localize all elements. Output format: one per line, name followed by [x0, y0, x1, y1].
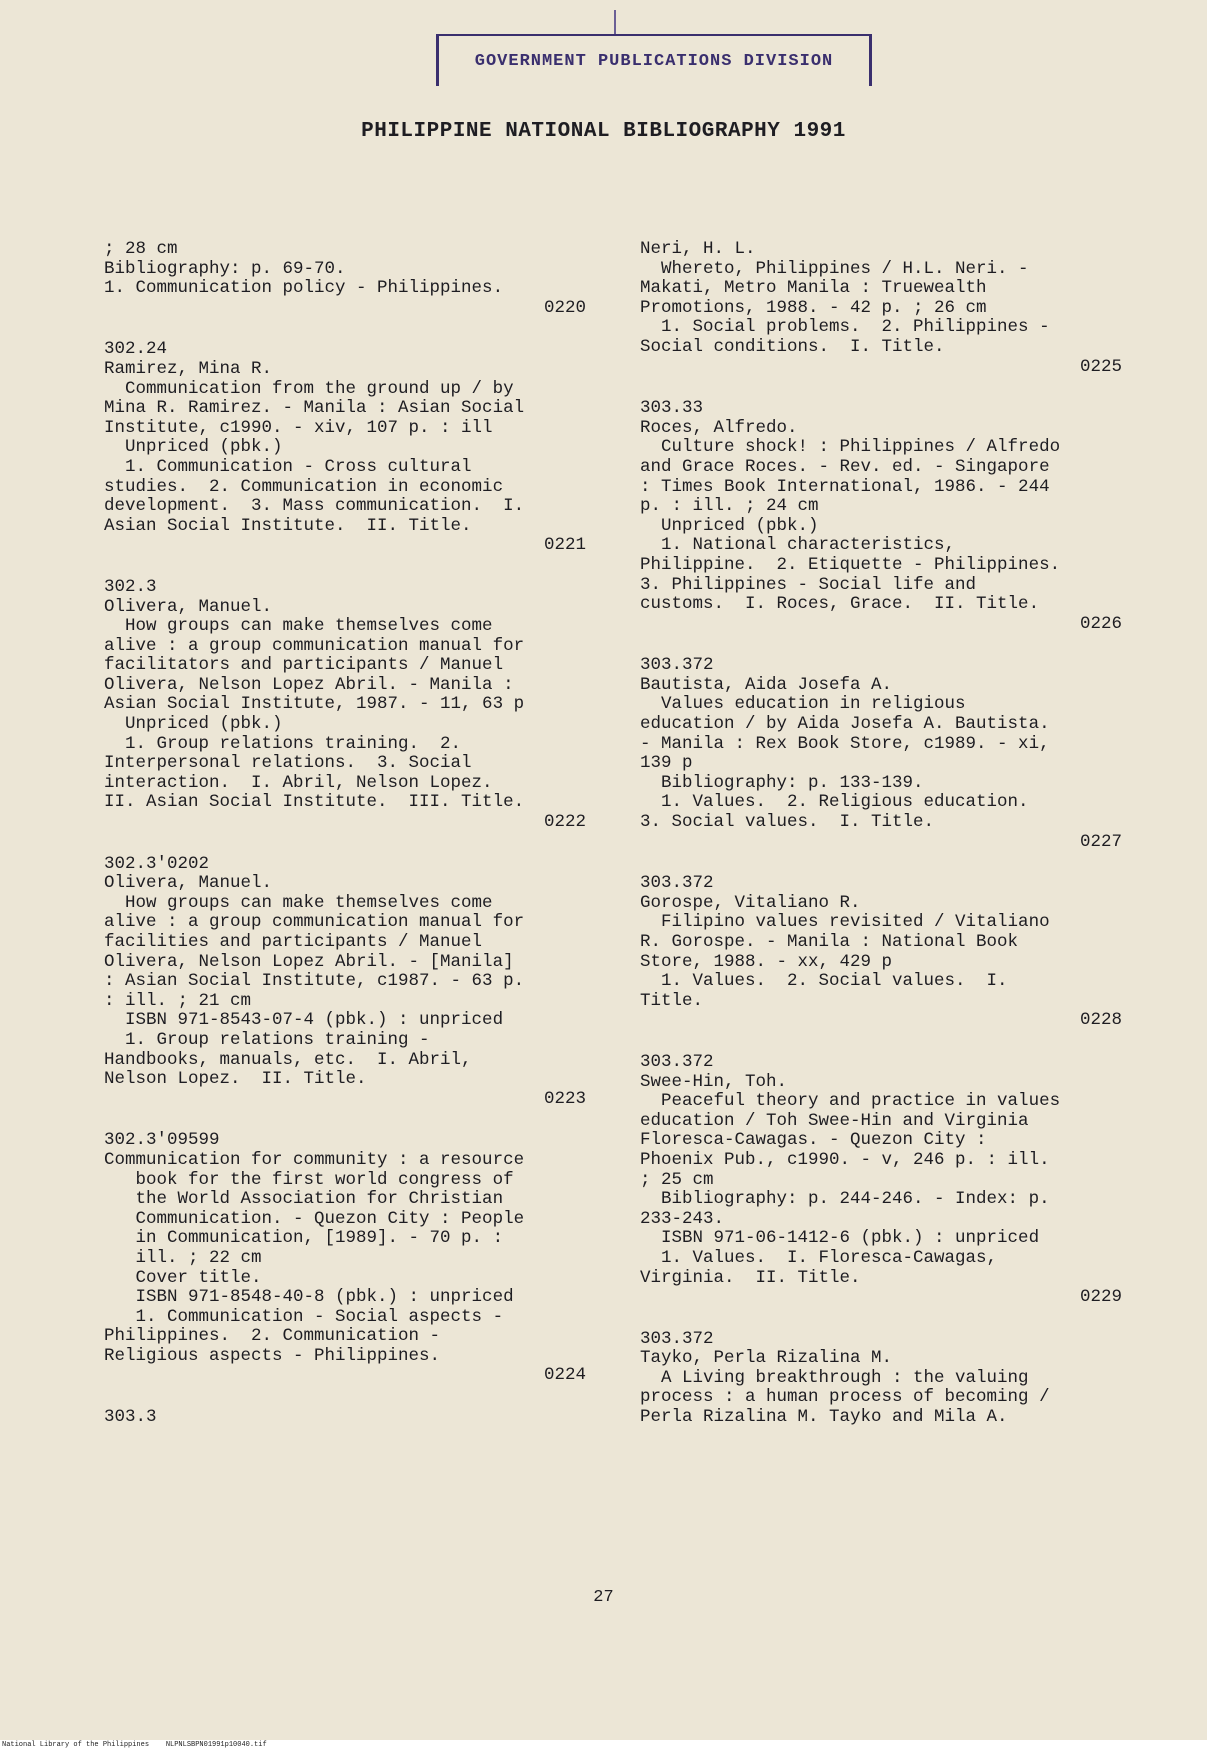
entry-line: interaction. I. Abril, Nelson Lopez.: [104, 772, 493, 793]
entry-line: Roces, Alfredo.: [640, 417, 798, 438]
entry-line: Culture shock! : Philippines / Alfredo: [640, 437, 1061, 458]
entry-line: ill. ; 22 cm: [104, 1247, 262, 1268]
entry-number: 0220: [543, 297, 586, 318]
bibliography-entry: [104, 1131, 594, 1386]
entry-line: : Times Book International, 1986. - 244: [640, 476, 1050, 497]
entry-line: Unpriced (pbk.): [104, 437, 283, 458]
entry-line: II. Asian Social Institute. III. Title.: [104, 792, 525, 813]
entry-line: How groups can make themselves come: [104, 892, 493, 913]
bibliography-entry: [104, 240, 594, 318]
entry-number: 0222: [543, 812, 586, 833]
page-number: 27: [593, 1588, 614, 1607]
entry-line: facilitators and participants / Manuel: [104, 655, 504, 676]
entry-line: : Asian Social Institute, c1987. - 63 p.: [104, 971, 525, 992]
entry-line: 3. Philippines - Social life and: [640, 574, 977, 595]
entry-line: Communication from the ground up / by: [104, 378, 514, 399]
entry-line: ISBN 971-8548-40-8 (pbk.) : unpriced: [104, 1287, 514, 1308]
entry-number: 0228: [1079, 1010, 1122, 1031]
entry-line: and Grace Roces. - Rev. ed. - Singapore: [640, 456, 1050, 477]
left-column: [104, 240, 594, 1450]
entry-line: 1. National characteristics,: [640, 535, 956, 556]
entry-line: 233-243.: [640, 1208, 725, 1229]
entry-line: 1. Communication - Social aspects -: [104, 1306, 504, 1327]
entry-line: Swee-Hin, Toh.: [640, 1071, 788, 1092]
entry-line: Asian Social Institute. II. Title.: [104, 515, 472, 536]
entry-line: ISBN 971-06-1412-6 (pbk.) : unpriced: [640, 1228, 1040, 1249]
entry-line: Gorospe, Vitaliano R.: [640, 892, 861, 913]
bibliography-entry: [104, 340, 594, 556]
entry-line: Communication for community : a resource: [104, 1149, 525, 1170]
entry-line: ; 25 cm: [640, 1169, 714, 1190]
entry-line: Interpersonal relations. 3. Social: [104, 753, 472, 774]
entry-line: Floresca-Cawagas. - Quezon City :: [640, 1130, 987, 1151]
entry-number: 0224: [543, 1365, 586, 1386]
entry-line: Philippine. 2. Etiquette - Philippines.: [640, 554, 1061, 575]
entry-number: 0227: [1079, 831, 1122, 852]
bibliography-entry: [640, 1330, 1130, 1428]
division-stamp: [436, 34, 872, 86]
bibliography-entry: [640, 656, 1130, 852]
entry-line: ISBN 971-8543-07-4 (pbk.) : unpriced: [104, 1010, 504, 1031]
entry-line: Cover title.: [104, 1267, 262, 1288]
stamp-text: GOVERNMENT PUBLICATIONS DIVISION: [474, 51, 834, 71]
entry-line: 1. Values. I. Floresca-Cawagas,: [640, 1247, 998, 1268]
entry-line: Bibliography: p. 244-246. - Index: p.: [640, 1189, 1050, 1210]
entry-line: 302.24: [104, 339, 168, 360]
stamp-mark: [614, 10, 616, 34]
entry-line: Olivera, Manuel.: [104, 873, 273, 894]
bibliography-entry: [640, 399, 1130, 634]
entry-line: 303.372: [640, 1328, 714, 1349]
entry-line: Bibliography: p. 69-70.: [104, 258, 346, 279]
entry-number: 0225: [1079, 356, 1122, 377]
entry-line: Store, 1988. - xx, 429 p: [640, 951, 893, 972]
entry-line: Bibliography: p. 133-139.: [640, 772, 924, 793]
entry-line: Makati, Metro Manila : Truewealth: [640, 278, 987, 299]
page-title: PHILIPPINE NATIONAL BIBLIOGRAPHY 1991: [361, 120, 846, 143]
entry-number: 0226: [1079, 613, 1122, 634]
entry-line: Phoenix Pub., c1990. - v, 246 p. : ill.: [640, 1149, 1050, 1170]
entry-line: Neri, H. L.: [640, 239, 756, 259]
entry-line: Unpriced (pbk.): [104, 714, 283, 735]
entry-line: education / Toh Swee-Hin and Virginia: [640, 1110, 1029, 1131]
entry-line: facilities and participants / Manuel: [104, 932, 483, 952]
entry-number: 0221: [543, 535, 586, 556]
entry-line: 1. Group relations training. 2.: [104, 733, 462, 754]
entry-line: Nelson Lopez. II. Title.: [104, 1069, 367, 1090]
entry-line: 303.372: [640, 655, 714, 676]
entry-line: in Communication, [1989]. - 70 p. :: [104, 1228, 504, 1249]
entry-line: Perla Rizalina M. Tayko and Mila A.: [640, 1407, 1008, 1428]
entry-line: customs. I. Roces, Grace. II. Title.: [640, 594, 1040, 615]
entry-line: Title.: [640, 990, 704, 1011]
entry-line: Values education in religious: [640, 694, 966, 715]
bibliography-entry: [640, 1053, 1130, 1308]
bibliography-entry: [640, 240, 1130, 377]
entry-line: : ill. ; 21 cm: [104, 990, 252, 1011]
entry-number: 0229: [1079, 1287, 1122, 1308]
entry-line: process : a human process of becoming /: [640, 1387, 1050, 1408]
entry-number: 0223: [543, 1088, 586, 1109]
entry-line: 303.372: [640, 1051, 714, 1072]
entry-line: 1. Group relations training -: [104, 1029, 430, 1050]
bibliography-entry: [104, 855, 594, 1110]
entry-line: 302.3'0202: [104, 853, 210, 874]
entry-line: How groups can make themselves come: [104, 616, 493, 637]
entry-line: 1. Values. 2. Social values. I.: [640, 971, 1008, 992]
entry-line: Whereto, Philippines / H.L. Neri. -: [640, 258, 1029, 279]
entry-line: Asian Social Institute, 1987. - 11, 63 p: [104, 694, 525, 715]
entry-line: Olivera, Nelson Lopez Abril. - Manila :: [104, 674, 514, 695]
entry-line: 302.3: [104, 576, 157, 597]
scan-footer: National Library of the Philippines NLPNLSBPN01991p10040.tif: [0, 1740, 1207, 1750]
entry-line: Philippines. 2. Communication -: [104, 1326, 441, 1347]
entry-line: education / by Aida Josefa A. Bautista.: [640, 714, 1050, 735]
entry-line: Social conditions. I. Title.: [640, 336, 945, 357]
entry-line: Bautista, Aida Josefa A.: [640, 674, 893, 695]
entry-line: 303.33: [640, 398, 704, 419]
entry-line: Religious aspects - Philippines.: [104, 1345, 441, 1366]
bibliography-entry: [104, 578, 594, 833]
bibliography-entry: [640, 874, 1130, 1031]
entry-line: Mina R. Ramirez. - Manila : Asian Social: [104, 398, 525, 419]
entry-line: Communication. - Quezon City : People: [104, 1208, 525, 1229]
entry-line: 3. Social values. I. Title.: [640, 812, 935, 833]
bibliography-entry: [104, 1408, 594, 1428]
entry-line: alive : a group communication manual for: [104, 912, 525, 933]
right-column: [640, 240, 1130, 1450]
entry-line: Filipino values revisited / Vitaliano: [640, 912, 1050, 933]
entry-line: 1. Values. 2. Religious education.: [640, 792, 1029, 813]
entry-line: the World Association for Christian: [104, 1189, 504, 1210]
entry-line: 302.3'09599: [104, 1130, 220, 1151]
entry-line: ; 28 cm: [104, 239, 178, 259]
entry-line: studies. 2. Communication in economic: [104, 476, 504, 497]
entry-line: 139 p: [640, 753, 693, 774]
entry-line: Unpriced (pbk.): [640, 515, 819, 536]
entry-line: 1. Communication policy - Philippines.: [104, 278, 504, 299]
entry-line: 303.3: [104, 1407, 157, 1428]
entry-line: p. : ill. ; 24 cm: [640, 496, 819, 517]
entry-line: Olivera, Nelson Lopez Abril. - [Manila]: [104, 951, 514, 972]
entry-line: alive : a group communication manual for: [104, 635, 525, 656]
entry-line: 1. Social problems. 2. Philippines -: [640, 317, 1050, 338]
entry-line: Peaceful theory and practice in values: [640, 1091, 1061, 1112]
entry-line: Olivera, Manuel.: [104, 596, 273, 617]
entry-line: Promotions, 1988. - 42 p. ; 26 cm: [640, 297, 987, 318]
entry-line: 1. Communication - Cross cultural: [104, 456, 472, 477]
entry-line: Ramirez, Mina R.: [104, 358, 273, 379]
entry-line: Virginia. II. Title.: [640, 1267, 861, 1288]
entry-line: - Manila : Rex Book Store, c1989. - xi,: [640, 733, 1050, 754]
entry-line: book for the first world congress of: [104, 1169, 514, 1190]
entry-line: development. 3. Mass communication. I.: [104, 496, 525, 517]
entry-line: 303.372: [640, 873, 714, 894]
entry-line: A Living breakthrough : the valuing: [640, 1367, 1029, 1388]
entry-line: R. Gorospe. - Manila : National Book: [640, 932, 1019, 952]
entry-line: Tayko, Perla Rizalina M.: [640, 1348, 893, 1369]
entry-line: Handbooks, manuals, etc. I. Abril,: [104, 1049, 472, 1070]
entry-line: Institute, c1990. - xiv, 107 p. : ill: [104, 417, 493, 438]
